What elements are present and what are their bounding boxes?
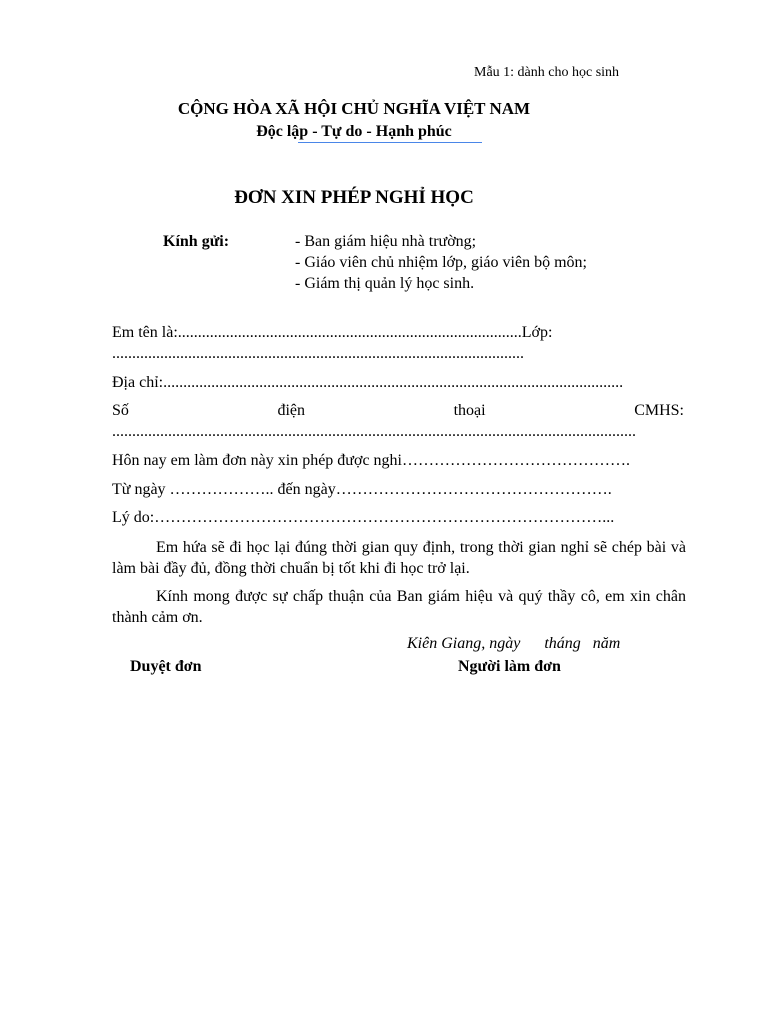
address-line: Địa chỉ:................................................................................................................... <box>112 374 624 391</box>
recipient-item: - Ban giám hiệu nhà trường; <box>295 233 477 250</box>
form-code: Mẫu 1: dành cho học sinh <box>474 65 620 80</box>
recipient-item: - Giáo viên chủ nhiệm lớp, giáo viên bộ môn; <box>295 254 587 271</box>
applicant-label: Người làm đơn <box>458 658 561 675</box>
motto-underline <box>298 142 482 143</box>
parent-phone-line <box>112 401 684 420</box>
student-name-dots: ....................................................................................................... <box>112 345 524 362</box>
parent-phone-dots: ................................................................................................................................... <box>112 423 636 440</box>
closing-paragraph: Kính mong được sự chấp thuận của Ban giám hiệu và quý thầy cô, em xin chân thành cảm ơn. <box>112 588 686 626</box>
student-name-line: Em tên là:......................................................................................Lớp: <box>112 324 553 341</box>
recipient-list <box>295 232 587 295</box>
national-motto: Độc lập - Tự do - Hạnh phúc <box>256 123 452 140</box>
promise-paragraph: Em hứa sẽ đi học lại đúng thời gian quy định, trong thời gian nghỉ sẽ chép bài và làm bài đầy đủ, đồng thời chuẩn bị tốt khi đi học trở lại. <box>112 539 686 577</box>
phone-word: Số <box>112 402 129 419</box>
phone-word: điện <box>277 402 306 419</box>
addressee-label: Kính gửi: <box>163 233 230 250</box>
country-header: CỘNG HÒA XÃ HỘI CHỦ NGHĨA VIỆT NAM <box>177 99 531 118</box>
request-line: Hôn nay em làm đơn này xin phép được nghi……………………………………. <box>112 452 630 469</box>
reason-line: Lý do:…………………………………………………………………………... <box>112 509 615 526</box>
recipient-item: - Giám thị quản lý học sinh. <box>295 275 475 292</box>
document-title: ĐƠN XIN PHÉP NGHỈ HỌC <box>234 187 474 208</box>
phone-word: thoại <box>453 402 486 419</box>
date-range-line: Từ ngày ……………….. đến ngày……………………………………………. <box>112 481 612 498</box>
place-date: Kiên Giang, ngày tháng năm <box>407 635 621 652</box>
approve-label: Duyệt đơn <box>130 658 202 675</box>
phone-word: CMHS: <box>634 402 684 419</box>
